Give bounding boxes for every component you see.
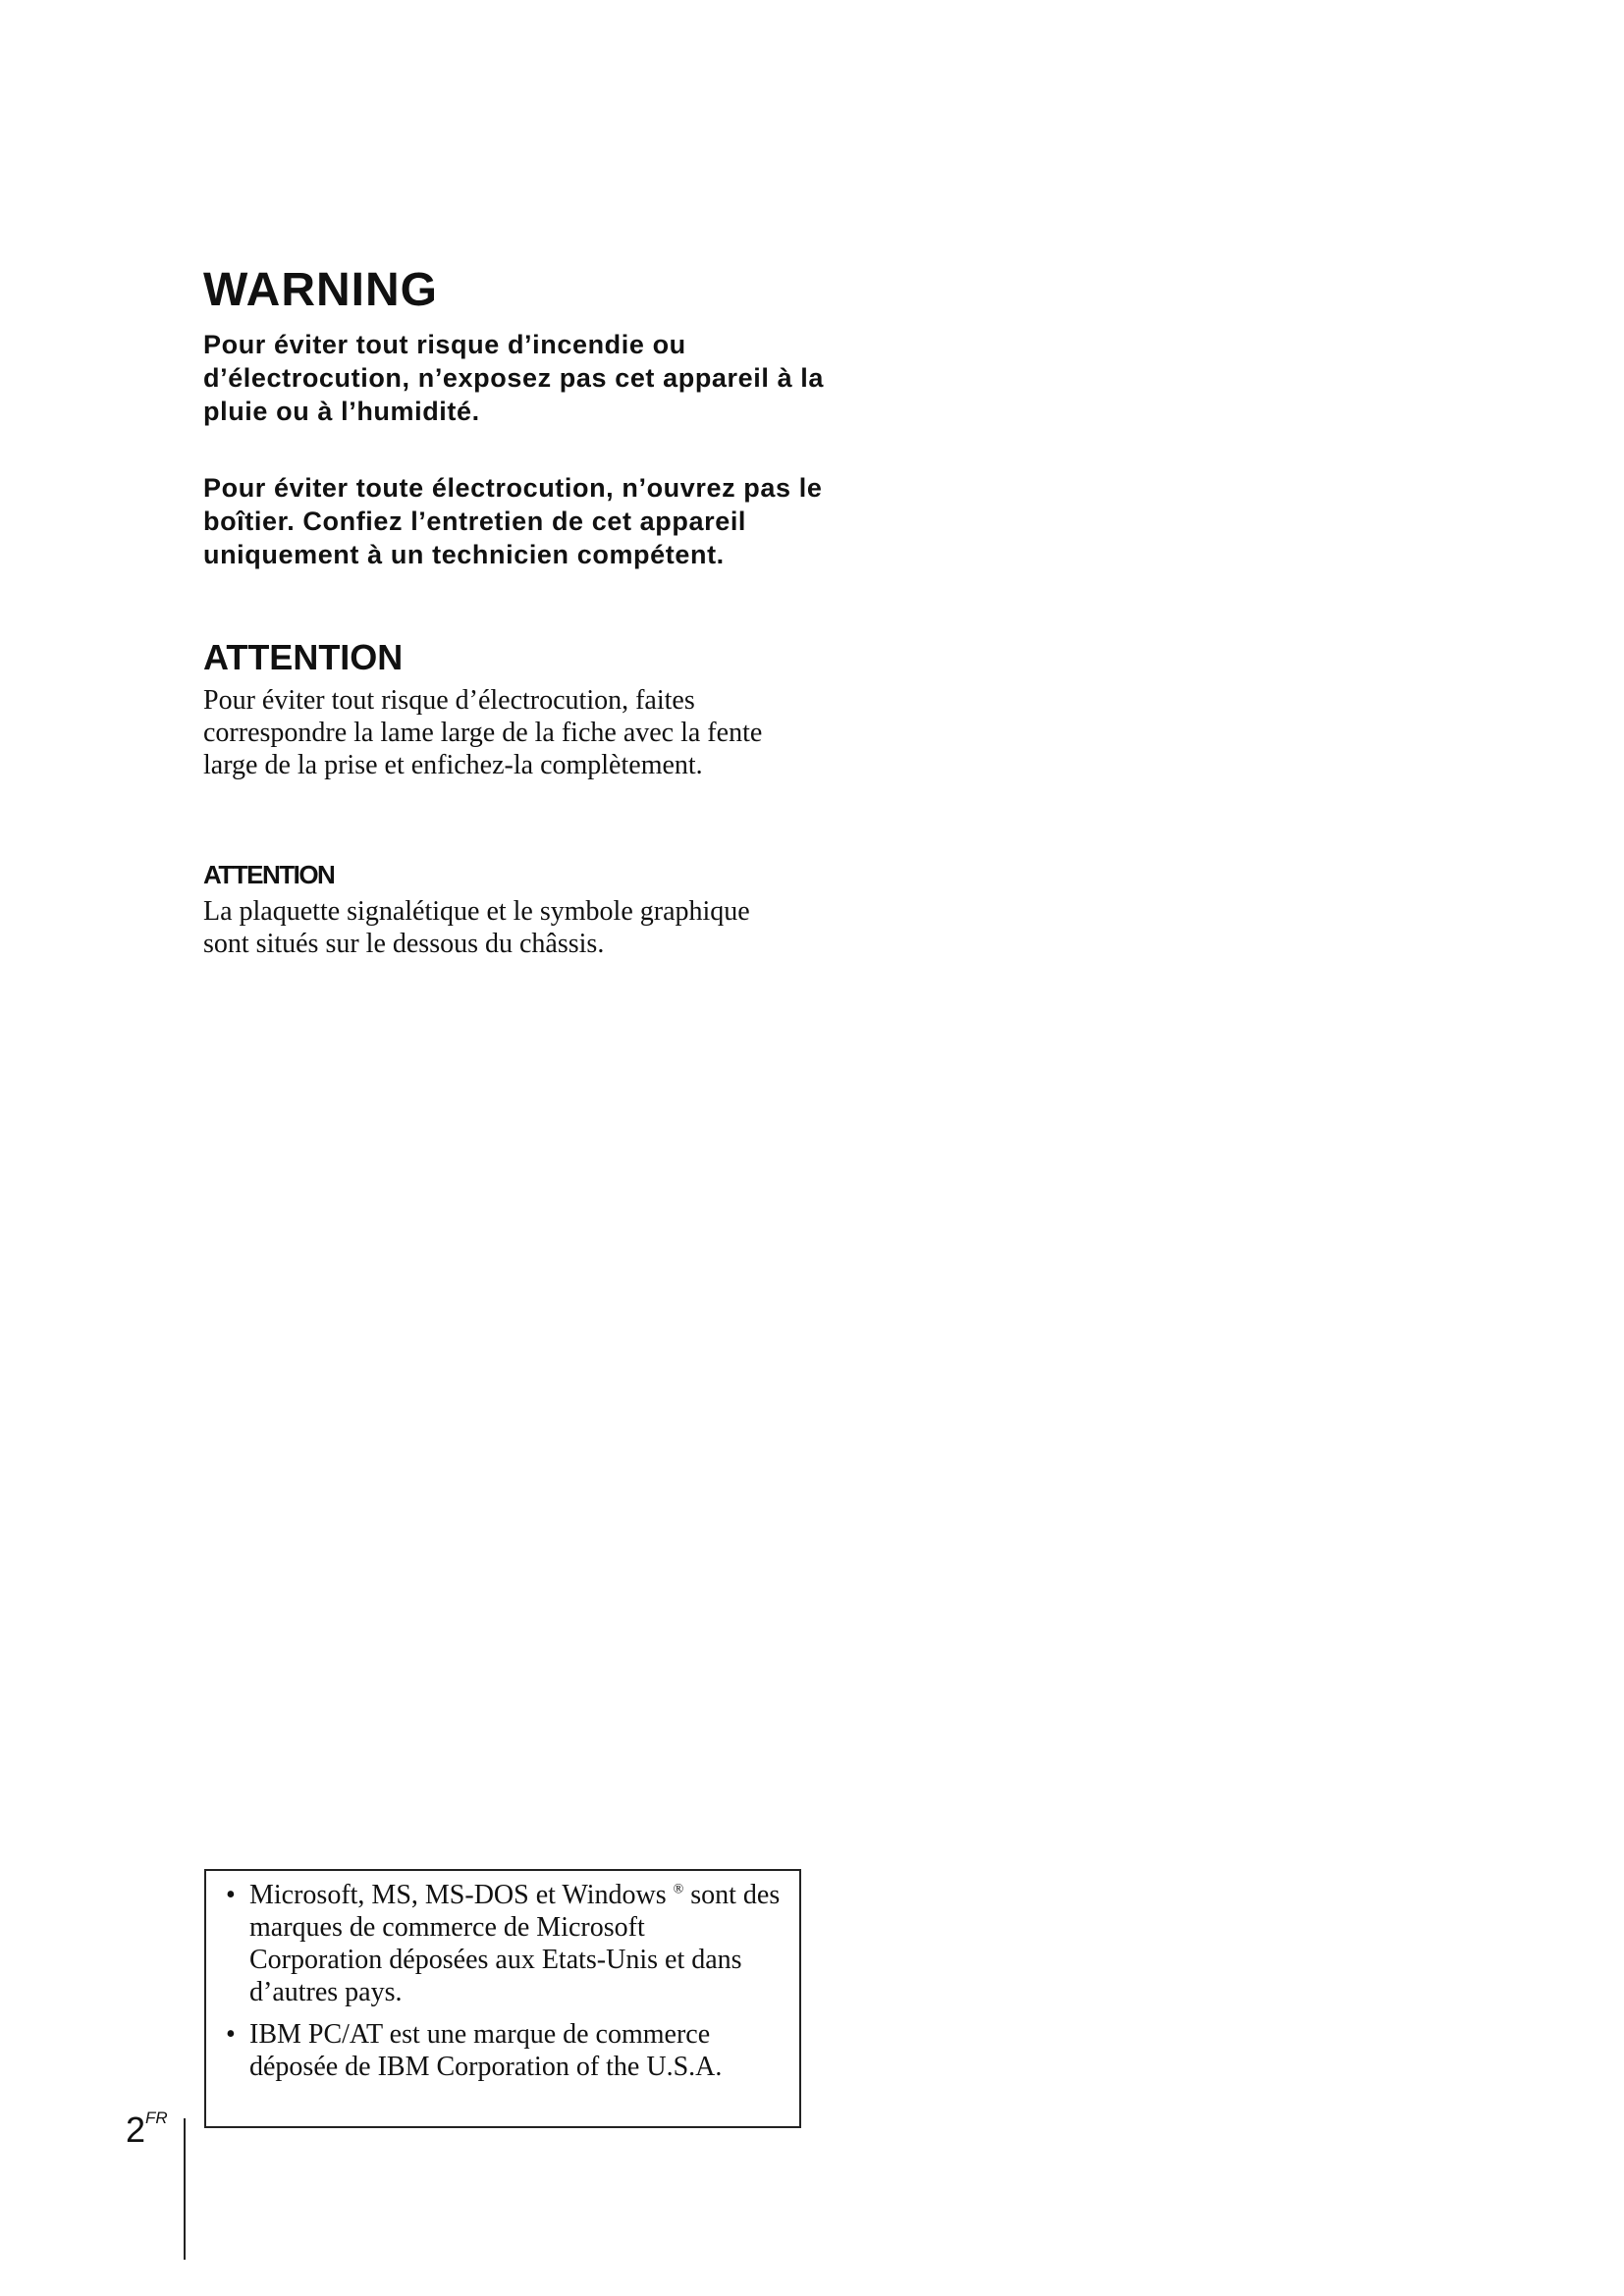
attention-heading-nameplate: ATTENTION [203,860,335,889]
attention-paragraph-nameplate: La plaquette signalétique et le symbole graphique sont situés sur le dessous du châssis. [203,896,750,959]
bullet-icon: • [226,2019,236,2050]
registered-mark: ® [673,1882,684,1897]
bullet-icon: • [226,1880,236,1910]
page-number-value: 2 [126,2109,146,2150]
trademark-notice-box [204,1869,801,2128]
trademark-item-microsoft [226,1879,782,2008]
margin-rule [184,2118,186,2260]
trademark-list [226,1879,782,2083]
warning-paragraph-fire: Pour éviter tout risque d’incendie ou d’électrocution, n’exposez pas cet appareil à la pluie ou à l’humidité. [203,330,825,426]
attention-heading-plug: ATTENTION [203,637,404,677]
page-language-suffix: FR [145,2109,168,2127]
warning-heading: WARNING [203,264,438,316]
warning-paragraph-housing: Pour éviter toute électrocution, n’ouvrez pas le boîtier. Confiez l’entretien de cet appareil uniquement à un technicien compétent. [203,473,823,569]
attention-paragraph-plug: Pour éviter tout risque d’électrocution, faites correspondre la lame large de la fiche avec la fente large de la prise et enfichez-la complètement. [203,685,763,780]
trademark-item-ibm [226,2018,782,2083]
page-number [126,2110,168,2150]
trademark-microsoft-rest: sont des marques de commerce de Microsoft Corporation déposées aux Etats-Unis et dans d’autres pays. [249,1880,781,2007]
trademark-ibm-text: IBM PC/AT est une marque de commerce déposée de IBM Corporation of the U.S.A. [249,2019,723,2082]
trademark-microsoft-lead: Microsoft, MS, MS-DOS et Windows [249,1880,667,1910]
